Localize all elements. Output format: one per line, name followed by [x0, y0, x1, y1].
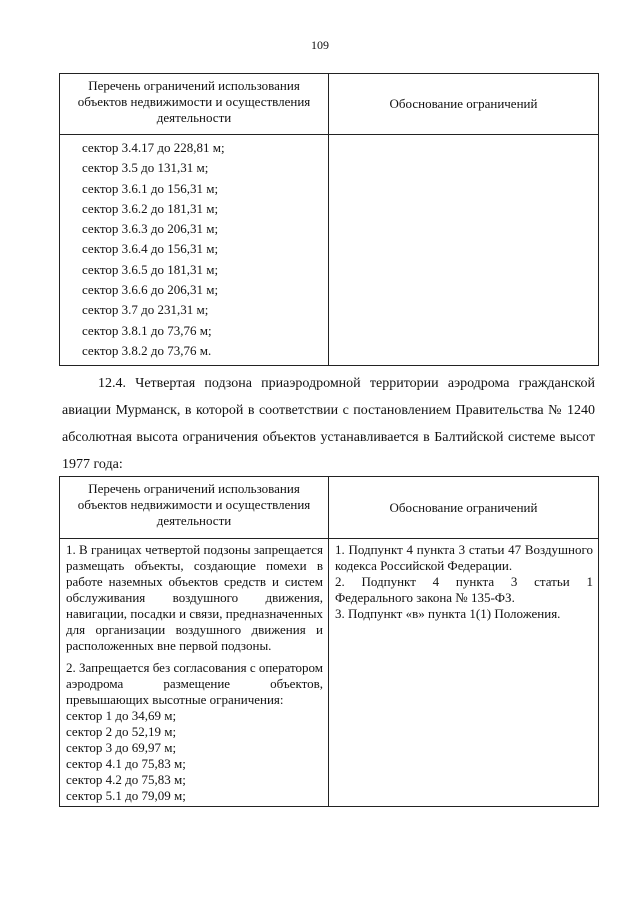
- sector-item: сектор 3.8.2 до 73,76 м.: [82, 342, 212, 358]
- sector-item: сектор 3.6.2 до 181,31 м;: [82, 200, 219, 216]
- restrictions-table-subzone-4: [59, 476, 599, 807]
- basis-item-3: 3. Подпункт «в» пункта 1(1) Положения.: [335, 606, 561, 621]
- basis-cell: [329, 539, 599, 807]
- sector-list: [66, 708, 323, 804]
- restriction-item-1: 1. В границах четвертой подзоны запрещается размещать объекты, создающие помехи в работе наземных объектов средств и систем обслуживания воздушного движения, навигации, посадки и связи, предназначенных для организации воздушного движения и расположенных вне первой подзоны.: [66, 542, 323, 653]
- basis-item-1: 1. Подпункт 4 пункта 3 статьи 47 Воздушного кодекса Российской Федерации.: [335, 542, 593, 573]
- table-header-restrictions: Перечень ограничений использования объектов недвижимости и осуществления деятельности: [60, 74, 329, 135]
- restrictions-cell: [60, 539, 329, 807]
- sector-item: сектор 3.6.6 до 206,31 м;: [82, 282, 219, 298]
- basis-cell-empty: [329, 135, 599, 366]
- sector-item: сектор 4.2 до 75,83 м;: [66, 772, 186, 787]
- table-header-restrictions: Перечень ограничений использования объектов недвижимости и осуществления деятельности: [60, 477, 329, 539]
- sector-item: сектор 3.7 до 231,31 м;: [82, 302, 209, 318]
- basis-item-2: 2. Подпункт 4 пункта 3 статьи 1 Федерального закона № 135-ФЗ.: [335, 574, 593, 605]
- sector-item: сектор 3.8.1 до 73,76 м;: [82, 322, 212, 338]
- page-number: 109: [311, 38, 329, 52]
- restrictions-table-continued: [59, 73, 599, 366]
- sector-item: сектор 5.1 до 79,09 м;: [66, 788, 186, 803]
- sector-item: сектор 3.6.4 до 156,31 м;: [82, 241, 219, 257]
- sector-item: сектор 3 до 69,97 м;: [66, 740, 177, 755]
- sector-item: сектор 3.6.3 до 206,31 м;: [82, 221, 219, 237]
- sector-list: [60, 135, 329, 366]
- restriction-item-2: 2. Запрещается без согласования с оператором аэродрома размещение объектов, превышающих высотные ограничения:: [66, 660, 324, 707]
- table-header-basis: Обоснование ограничений: [329, 477, 599, 539]
- sector-item: сектор 3.5 до 131,31 м;: [82, 160, 209, 176]
- sector-item: сектор 1 до 34,69 м;: [66, 708, 177, 723]
- sector-item: сектор 2 до 52,19 м;: [66, 724, 177, 739]
- section-paragraph-12-4: 12.4. Четвертая подзона приаэродромной территории аэродрома гражданской авиации Мурманск, в которой в соответствии с постановлением Правительства № 1240 абсолютная высота ограничения объектов устанавливается в Балтийской системе высот 1977 года:: [62, 376, 595, 472]
- sector-item: сектор 4.1 до 75,83 м;: [66, 756, 186, 771]
- table-header-basis: Обоснование ограничений: [329, 74, 599, 135]
- sector-item: сектор 3.4.17 до 228,81 м;: [82, 140, 225, 155]
- sector-item: сектор 3.6.5 до 181,31 м;: [82, 261, 219, 277]
- sector-item: сектор 3.6.1 до 156,31 м;: [82, 180, 219, 196]
